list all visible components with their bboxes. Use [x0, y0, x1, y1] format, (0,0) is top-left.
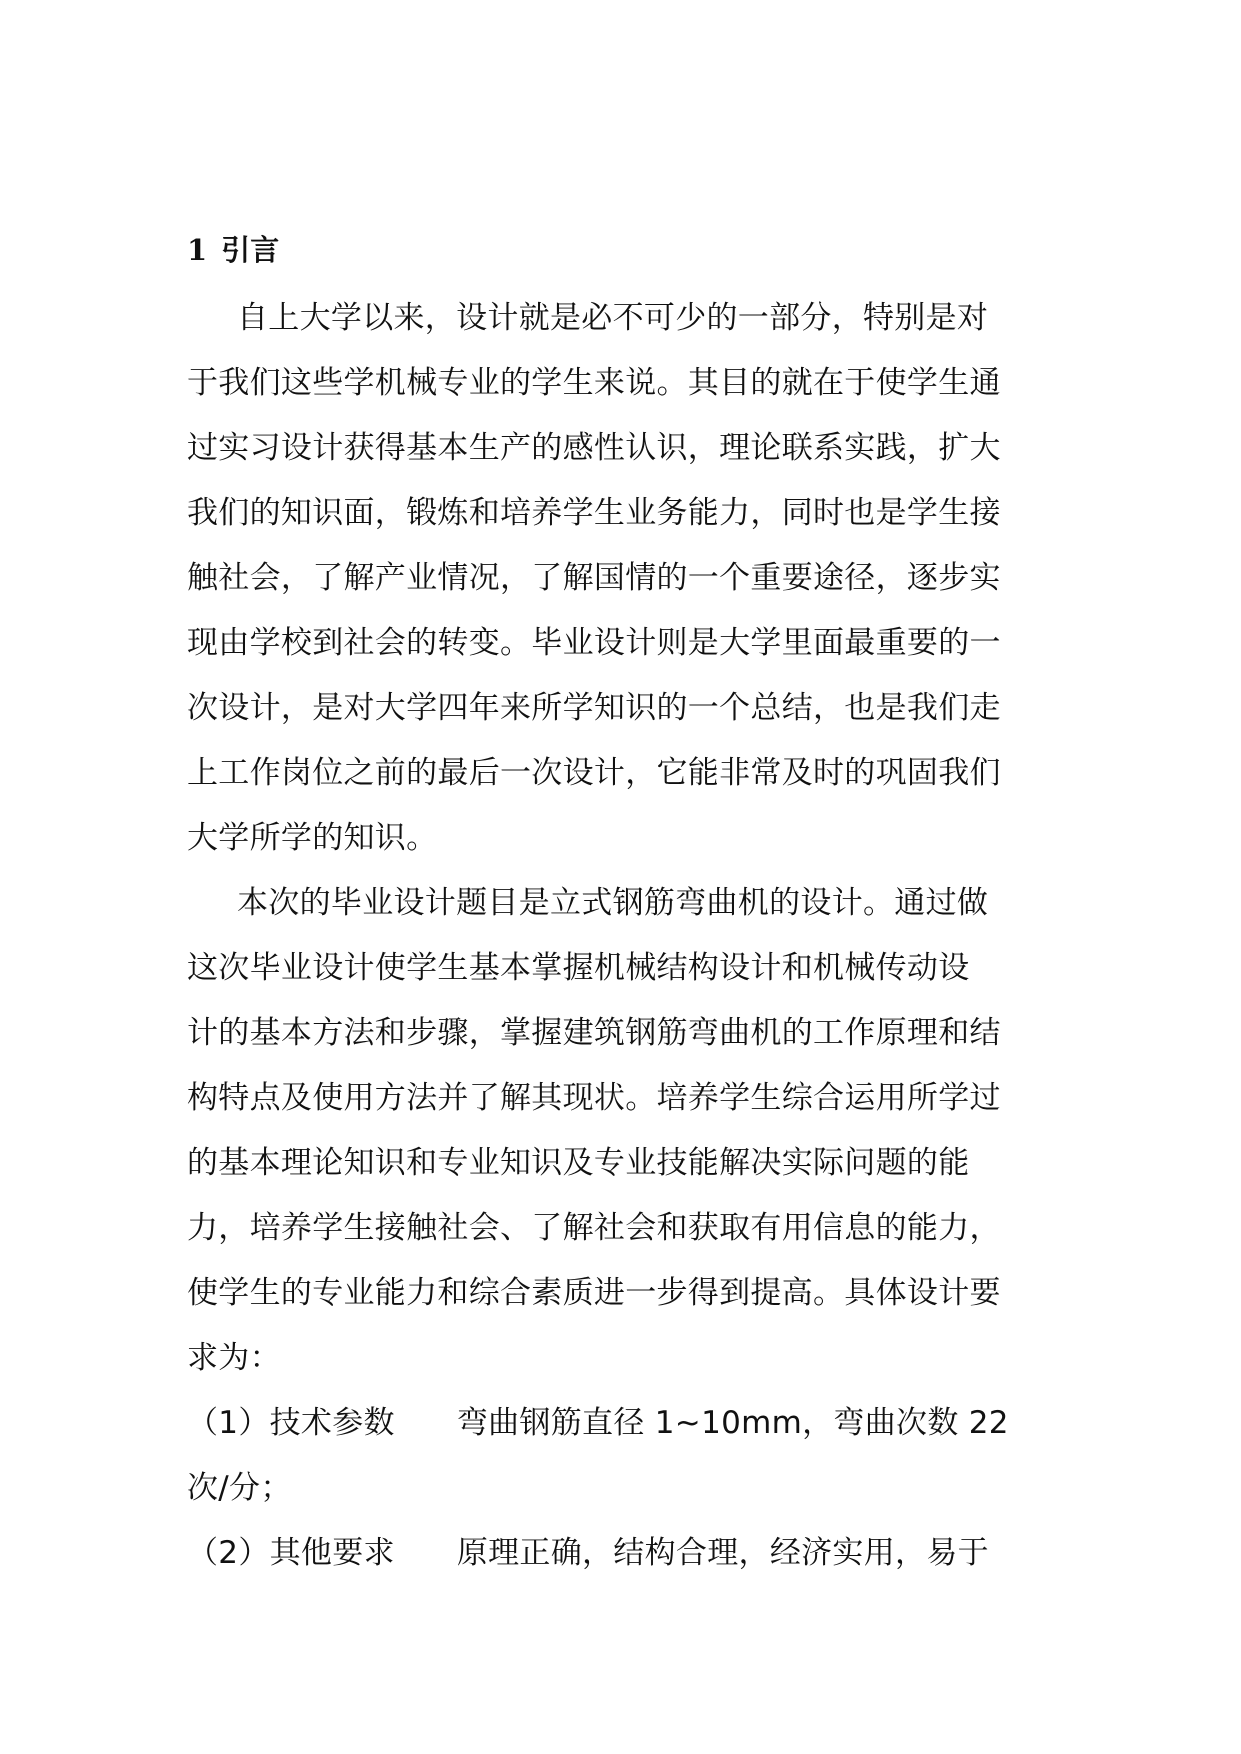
requirement-line: [187, 1391, 1067, 1456]
paragraph-line: 构特点及使用方法并了解其现状。培养学生综合运用所学过: [187, 1080, 1001, 1116]
section-title: 引言: [221, 233, 280, 267]
requirement-line: [187, 1521, 1067, 1586]
paragraph-line: 于我们这些学机械专业的学生来说。其目的就在于使学生通: [187, 365, 1001, 401]
paragraph-line: 计的基本方法和步骤，掌握建筑钢筋弯曲机的工作原理和结: [187, 1015, 1001, 1051]
paragraph-line: 过实习设计获得基本生产的感性认识，理论联系实践，扩大: [187, 430, 1001, 466]
paragraph-line: 大学所学的知识。: [187, 820, 438, 856]
paragraph-line: 求为：: [187, 1340, 281, 1376]
paragraph-line: 我们的知识面，锻炼和培养学生业务能力，同时也是学生接: [187, 495, 1001, 531]
requirement-line: [187, 1456, 1067, 1521]
paragraph-line: 力，培养学生接触社会、了解社会和获取有用信息的能力，: [187, 1210, 1001, 1246]
requirement-label: （1）技术参数: [187, 1405, 395, 1441]
requirement-value: 原理正确，结构合理，经济实用，易于: [456, 1535, 989, 1571]
requirement-label: （2）其他要求: [187, 1535, 395, 1571]
paragraph-line: 自上大学以来，设计就是必不可少的一部分，特别是对: [237, 300, 989, 336]
section-number: 1: [187, 233, 208, 267]
paragraph-line: 使学生的专业能力和综合素质进一步得到提高。具体设计要: [187, 1275, 1001, 1311]
paragraph-line: 次设计，是对大学四年来所学知识的一个总结，也是我们走: [187, 690, 1001, 726]
section-heading: [187, 228, 279, 272]
requirement-value: 弯曲钢筋直径 1~10mm，弯曲次数 22: [456, 1405, 1009, 1441]
requirement-label: 次/分；: [187, 1470, 292, 1506]
paragraph-line: 上工作岗位之前的最后一次设计，它能非常及时的巩固我们: [187, 755, 1001, 791]
paragraph-line: 本次的毕业设计题目是立式钢筋弯曲机的设计。通过做: [237, 885, 989, 921]
paragraph-line: 的基本理论知识和专业知识及专业技能解决实际问题的能: [187, 1145, 970, 1181]
paragraph-line: 这次毕业设计使学生基本掌握机械结构设计和机械传动设: [187, 950, 970, 986]
paragraph-line: 触社会，了解产业情况，了解国情的一个重要途径，逐步实: [187, 560, 1001, 596]
paragraph-line: 现由学校到社会的转变。毕业设计则是大学里面最重要的一: [187, 625, 1001, 661]
body-text: [187, 286, 1067, 1586]
